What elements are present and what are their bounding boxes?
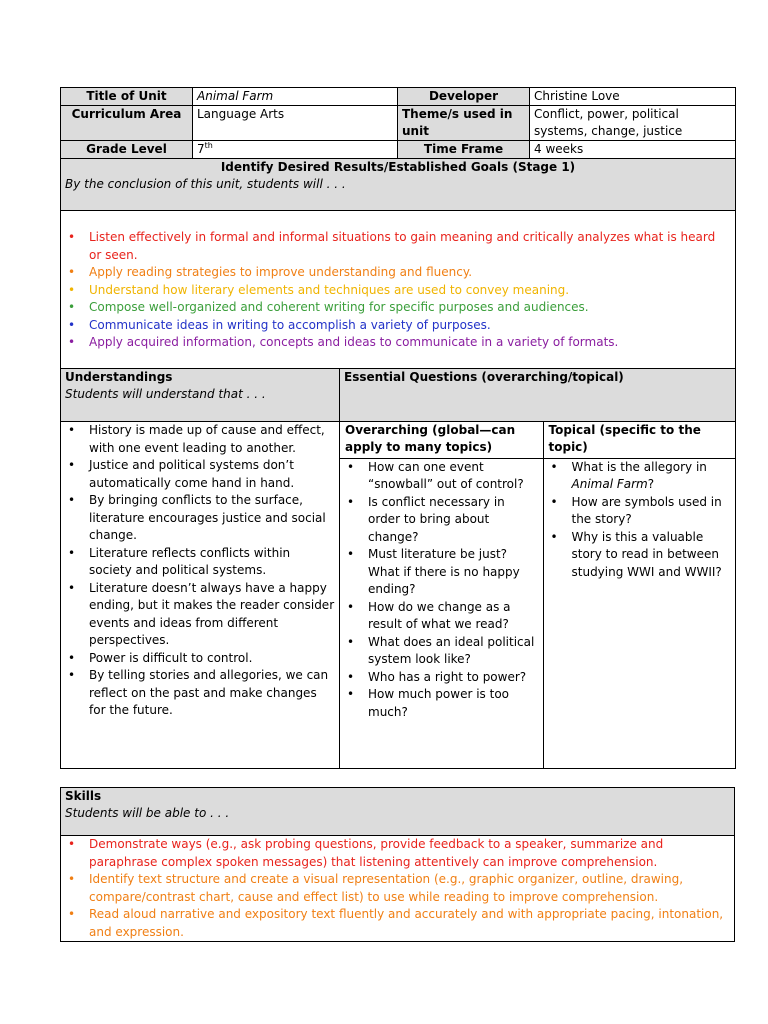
understanding-item: • Literature doesn’t always have a happy ending, but it makes the reader consider events and ideas from different perspectives. bbox=[65, 580, 335, 650]
skill-item: • Demonstrate ways (e.g., ask probing questions, provide feedback to a speaker, summarize and paraphrase complex spoken messages) that listening attentively can improve comprehension. bbox=[65, 836, 730, 871]
topical-list bbox=[548, 459, 732, 582]
overarching-question: • How much power is too much? bbox=[344, 686, 539, 721]
title-of-unit-value: Animal Farm bbox=[193, 88, 398, 106]
goal-item: • Understand how literary elements and techniques are used to convey meaning. bbox=[65, 282, 731, 300]
understandings-header bbox=[61, 369, 340, 422]
grade-level-label: Grade Level bbox=[61, 141, 193, 159]
stage1-goals-cell bbox=[61, 211, 736, 369]
essential-questions-cell bbox=[340, 422, 736, 769]
overarching-question: • How can one event “snowball” out of control? bbox=[344, 459, 539, 494]
understanding-item: • Literature reflects conflicts within society and political systems. bbox=[65, 545, 335, 580]
time-frame-value: 4 weeks bbox=[530, 141, 736, 159]
understandings-heading: Understandings bbox=[65, 370, 173, 384]
skills-list bbox=[65, 836, 730, 941]
stage1-header bbox=[61, 159, 736, 211]
skills-table bbox=[60, 787, 735, 942]
understanding-item: • History is made up of cause and effect, with one event leading to another. bbox=[65, 422, 335, 457]
topical-cell bbox=[543, 458, 735, 768]
essential-questions-heading: Essential Questions (overarching/topical) bbox=[344, 370, 624, 384]
overarching-question: • How do we change as a result of what we read? bbox=[344, 599, 539, 634]
skills-intro: Students will be able to . . . bbox=[65, 806, 230, 820]
curriculum-area-value: Language Arts bbox=[193, 106, 398, 141]
developer-value: Christine Love bbox=[530, 88, 736, 106]
goal-item: • Communicate ideas in writing to accomplish a variety of purposes. bbox=[65, 317, 731, 335]
topical-question: • Why is this a valuable story to read in between studying WWI and WWII? bbox=[548, 529, 732, 582]
stage1-heading: Identify Desired Results/Established Goals (Stage 1) bbox=[220, 160, 576, 174]
overarching-list bbox=[344, 459, 539, 722]
skill-item: • Identify text structure and create a visual representation (e.g., graphic organizer, outline, drawing, compare/contrast chart, cause and effect list) to use while reading to improve comprehension. bbox=[65, 871, 730, 906]
understandings-cell bbox=[61, 422, 340, 769]
themes-value: Conflict, power, political systems, change, justice bbox=[530, 106, 736, 141]
overarching-cell bbox=[340, 458, 543, 768]
title-of-unit-label: Title of Unit bbox=[61, 88, 193, 106]
essential-questions-header bbox=[340, 369, 736, 422]
understandings-intro: Students will understand that . . . bbox=[65, 387, 266, 401]
grade-level-value: 7th bbox=[193, 141, 398, 159]
understanding-item: • By telling stories and allegories, we can reflect on the past and make changes for the future. bbox=[65, 667, 335, 720]
overarching-question: • Must literature be just? What if there is no happy ending? bbox=[344, 546, 539, 599]
skills-heading: Skills bbox=[65, 789, 102, 803]
goals-list bbox=[65, 229, 731, 352]
overarching-question: • What does an ideal political system look like? bbox=[344, 634, 539, 669]
understanding-item: • Justice and political systems don’t automatically come hand in hand. bbox=[65, 457, 335, 492]
time-frame-label: Time Frame bbox=[398, 141, 530, 159]
understanding-item: • Power is difficult to control. bbox=[65, 650, 335, 668]
understanding-item: • By bringing conflicts to the surface, literature encourages justice and social change. bbox=[65, 492, 335, 545]
skill-item: • Read aloud narrative and expository text fluently and accurately and with appropriate pacing, intonation, and expression. bbox=[65, 906, 730, 941]
topical-question: • What is the allegory in Animal Farm? bbox=[548, 459, 732, 494]
themes-label: Theme/s used in unit bbox=[398, 106, 530, 141]
skills-header bbox=[61, 788, 735, 836]
skills-cell bbox=[61, 836, 735, 942]
overarching-question: • Is conflict necessary in order to bring about change? bbox=[344, 494, 539, 547]
topical-question: • How are symbols used in the story? bbox=[548, 494, 732, 529]
overarching-heading: Overarching (global—can apply to many topics) bbox=[340, 422, 543, 458]
unit-plan-table bbox=[60, 87, 736, 769]
overarching-question: • Who has a right to power? bbox=[344, 669, 539, 687]
goal-item: • Listen effectively in formal and informal situations to gain meaning and critically analyzes what is heard or seen. bbox=[65, 229, 731, 264]
eq-subtable bbox=[340, 422, 735, 768]
developer-label: Developer bbox=[398, 88, 530, 106]
goal-item: • Apply reading strategies to improve understanding and fluency. bbox=[65, 264, 731, 282]
stage1-intro: By the conclusion of this unit, students will . . . bbox=[65, 177, 346, 191]
goal-item: • Apply acquired information, concepts and ideas to communicate in a variety of formats. bbox=[65, 334, 731, 352]
goal-item: • Compose well-organized and coherent writing for specific purposes and audiences. bbox=[65, 299, 731, 317]
curriculum-area-label: Curriculum Area bbox=[61, 106, 193, 141]
topical-heading: Topical (specific to the topic) bbox=[543, 422, 735, 458]
understandings-list bbox=[65, 422, 335, 720]
